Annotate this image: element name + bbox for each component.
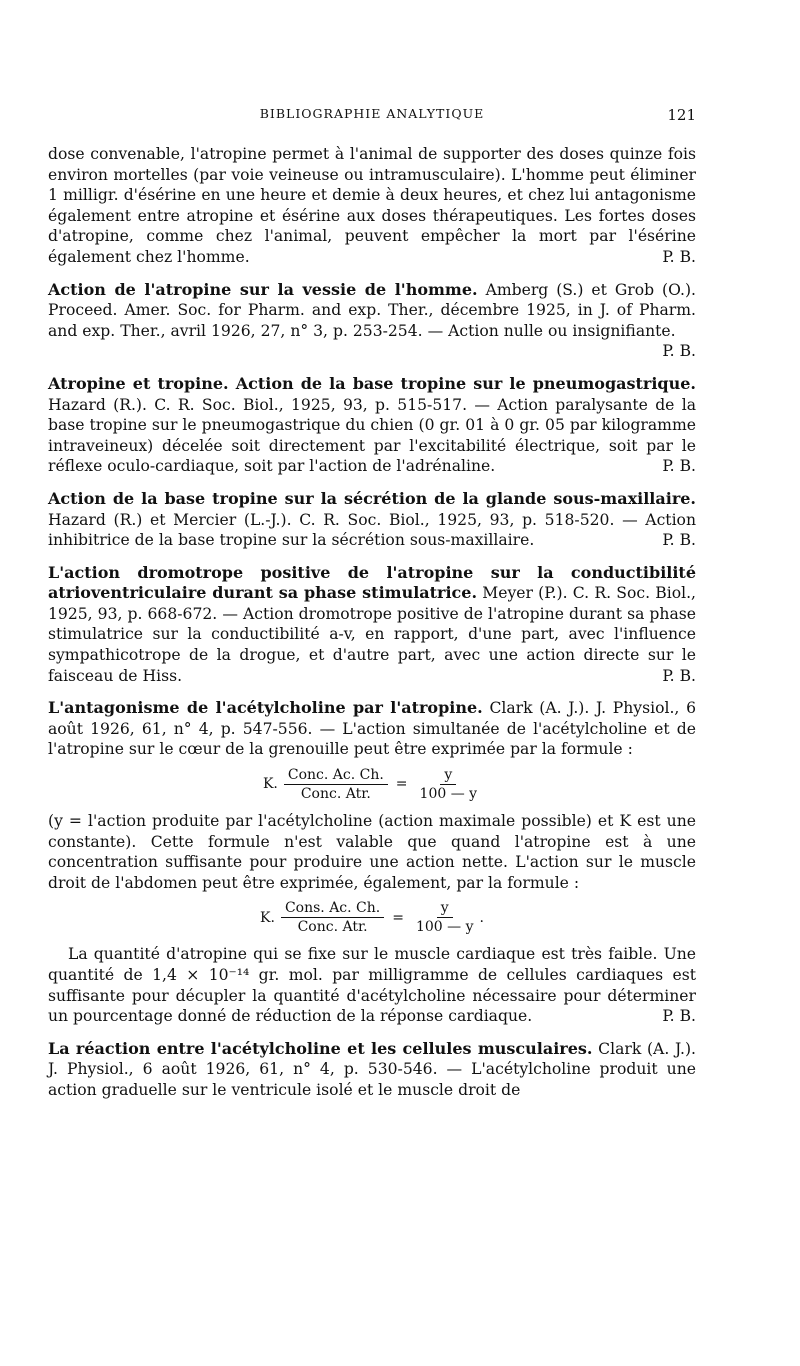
formula-period: . bbox=[479, 909, 484, 926]
intro-text: dose convenable, l'atropine permet à l'animal de supporter des doses quinze fois environ mortelles (par voie veineuse ou intramusculaire). L'homme peut éliminer 1 milligr. d'ésérine en une heure et demie à deux heures, et chez lui antagonisme également entre atropine et ésérine aux doses thérapeutiques. Les fortes doses d'atropine, comme chez l'animal, peuvent empêcher la mort par l'ésérine également chez l'homme. bbox=[48, 145, 696, 266]
entry-body: Amberg (S.) et Grob (O.). Proceed. Amer. Soc. for Pharm. and exp. Ther., décembre 1925, in J. of Pharm. and exp. Ther., avril 1926, 27, n° 3, p. 253-254. — Action nulle ou insignifiante. bbox=[48, 280, 696, 340]
formula-explanation: (y = l'action produite par l'acétylcholine (action maximale possible) et K est une constante). Cette formule n'est valable que quand l'atropine est à une concentration suffisante pour produire une action nette. L'action sur le muscle droit de l'abdomen peut être exprimée, également, par la formule : bbox=[48, 812, 696, 892]
formula-constant: K. bbox=[262, 776, 278, 793]
running-header bbox=[48, 106, 696, 126]
entry-title: Action de l'atropine sur la vessie de l'homme. bbox=[48, 279, 478, 299]
article-body bbox=[48, 144, 696, 1101]
entry-title: La réaction entre l'acétylcholine et les cellules musculaires. bbox=[48, 1038, 593, 1058]
formula-left-fraction bbox=[284, 766, 388, 803]
equals-sign: = bbox=[392, 909, 404, 926]
fraction-numerator: y bbox=[440, 766, 456, 785]
formula-1 bbox=[48, 766, 696, 803]
fraction-denominator: 100 — y bbox=[419, 786, 478, 803]
entry-body: Hazard (R.) et Mercier (L.-J.). C. R. Soc. Biol., 1925, 93, p. 518-520. — Action inhibitrice de la base tropine sur la sécrétion sous-maxillaire. bbox=[48, 510, 696, 550]
formula-2 bbox=[48, 899, 696, 936]
entry-title: Atropine et tropine. Action de la base tropine sur le pneumogastrique. bbox=[48, 373, 696, 393]
signature: P. B. bbox=[662, 666, 696, 685]
running-title: BIBLIOGRAPHIE ANALYTIQUE bbox=[259, 106, 485, 121]
entry-body: Clark (A. J.). J. Physiol., 6 août 1926, 61, n° 4, p. 547-556. — L'action simultanée de l'acétylcholine et de l'atropine sur le cœur de la grenouille peut être exprimée par la formule : bbox=[48, 699, 696, 759]
entry-muscular-cells bbox=[48, 1039, 696, 1101]
intro-paragraph bbox=[48, 144, 696, 268]
entry-title: Action de la base tropine sur la sécrétion de la glande sous-maxillaire. bbox=[48, 488, 696, 508]
signature: P. B. bbox=[662, 342, 696, 361]
entry-body: Meyer (P.). C. R. Soc. Biol., 1925, 93, p. 668-672. — Action dromotrope positive de l'atropine durant sa phase stimulatrice sur la conductibilité a-v, en rapport, d'une part, avec l'influence sympathicotrope de la drogue, et d'autre part, avec une action directe sur le faisceau de Hiss. bbox=[48, 584, 696, 685]
page bbox=[48, 0, 696, 1101]
closing-paragraph bbox=[48, 944, 696, 1026]
fraction-numerator: Conc. Ac. Ch. bbox=[284, 766, 388, 785]
entry-title: L'antagonisme de l'acétylcholine par l'atropine. bbox=[48, 698, 483, 718]
closing-text: La quantité d'atropine qui se fixe sur le muscle cardiaque est très faible. Une quantité de 1,4 × 10⁻¹⁴ gr. mol. par milligramme de cellules cardiaques est suffisante pour décupler la quantité d'acétylcholine nécessaire pour déterminer un pourcentage donné de réduction de la réponse cardiaque. bbox=[48, 945, 696, 1026]
signature: P. B. bbox=[662, 531, 696, 550]
entry-body: Hazard (R.). C. R. Soc. Biol., 1925, 93, p. 515-517. — Action paralysante de la base tropine sur le pneumogastrique du chien (0 gr. 01 à 0 gr. 05 par kilogramme intraveineux) décelée soit directement par l'excitabilité électrique, soit par le réflexe oculo-cardiaque, soit par l'action de l'adrénaline. bbox=[48, 395, 696, 476]
fraction-numerator: Cons. Ac. Ch. bbox=[281, 899, 384, 918]
fraction-denominator: Conc. Atr. bbox=[300, 786, 371, 803]
formula-left-fraction bbox=[281, 899, 384, 936]
entry-vessie bbox=[48, 279, 696, 361]
entry-title: L'action dromotrope positive de l'atropine sur la conductibilité atrioventriculaire durant sa phase stimulatrice. bbox=[48, 562, 696, 603]
page-number: 121 bbox=[667, 106, 696, 124]
entry-body: Clark (A. J.). J. Physiol., 6 août 1926, 61, n° 4, p. 530-546. — L'acétylcholine produit une action graduelle sur le ventricule isolé et le muscle droit de bbox=[48, 1039, 696, 1099]
entry-sous-maxillaire bbox=[48, 489, 696, 551]
signature: P. B. bbox=[662, 247, 696, 266]
fraction-numerator: y bbox=[437, 899, 453, 918]
signature: P. B. bbox=[662, 457, 696, 476]
formula-right-fraction bbox=[412, 899, 478, 936]
formula-constant: K. bbox=[260, 909, 275, 926]
entry-acetylcholine-antagonism bbox=[48, 698, 696, 760]
fraction-denominator: Conc. Atr. bbox=[297, 919, 368, 936]
signature: P. B. bbox=[662, 1007, 696, 1026]
equals-sign: = bbox=[395, 776, 408, 793]
entry-dromotrope bbox=[48, 563, 696, 687]
entry-tropine-pneumogastrique bbox=[48, 374, 696, 477]
formula-right-fraction bbox=[416, 766, 482, 803]
fraction-denominator: 100 — y bbox=[415, 919, 474, 936]
